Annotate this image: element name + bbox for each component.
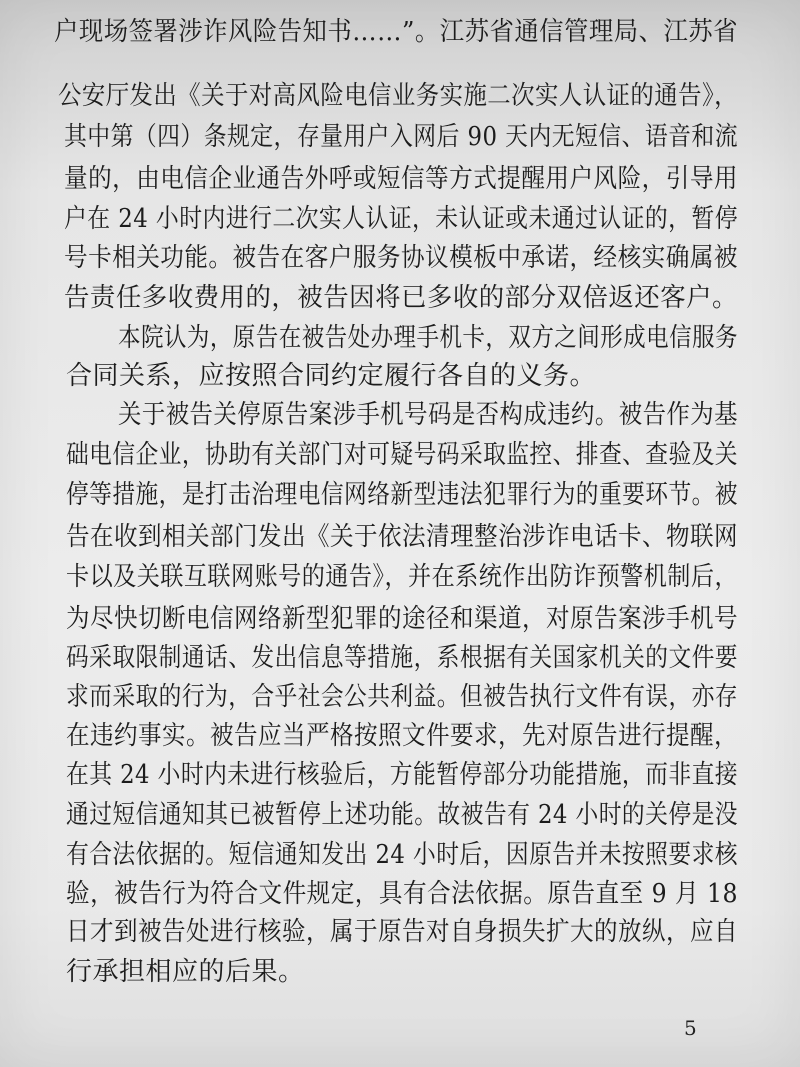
text-line: 关于被告关停原告案涉手机号码是否构成违约。被告作为基 bbox=[118, 400, 738, 430]
page-number: 5 bbox=[684, 1016, 697, 1040]
text-line: 在违约事实。被告应当严格按照文件要求，先对原告进行提醒， bbox=[66, 721, 738, 751]
text-line: 码采取限制通话、发出信息等措施，系根据有关国家机关的文件要 bbox=[66, 643, 738, 673]
text-line: 本院认为，原告在被告处办理手机卡，双方之间形成电信服务 bbox=[118, 323, 738, 353]
text-line: 卡以及关联互联网账号的通告》，并在系统作出防诈预警机制后， bbox=[66, 562, 739, 592]
text-line: 停等措施，是打击治理电信网络新型违法犯罪行为的重要环节。被 bbox=[66, 480, 738, 510]
text-line: 其中第（四）条规定，存量用户入网后 90 天内无短信、语音和流 bbox=[64, 122, 738, 152]
text-line: 求而采取的行为，合乎社会公共利益。但被告执行文件有误，亦存 bbox=[66, 682, 738, 712]
text-line: 告责任多收费用的，被告因将已多收的部分双倍返还客户。 bbox=[64, 283, 738, 313]
text-line: 为尽快切断电信网络新型犯罪的途径和渠道，对原告案涉手机号 bbox=[66, 604, 738, 634]
text-line: 验，被告行为符合文件规定，具有合法依据。原告直至 9 月 18 bbox=[66, 879, 738, 909]
text-line: 在其 24 小时内未进行核验后，方能暂停部分功能措施，而非直接 bbox=[66, 760, 739, 790]
text-line: 通过短信通知其已被暂停上述功能。故被告有 24 小时的关停是没 bbox=[66, 800, 739, 830]
text-line: 行承担相应的后果。 bbox=[66, 957, 305, 987]
text-line: 户现场签署涉诈风险告知书……”。江苏省通信管理局、江苏省 bbox=[54, 17, 739, 47]
text-line: 户在 24 小时内进行二次实人认证，未认证或未通过认证的，暂停 bbox=[64, 204, 738, 234]
text-line: 号卡相关功能。被告在客户服务协议模板中承诺，经核实确属被 bbox=[64, 243, 738, 273]
text-line: 合同关系，应按照合同约定履行各自的义务。 bbox=[66, 361, 597, 391]
text-line: 公安厅发出《关于对高风险电信业务实施二次实人认证的通告》， bbox=[58, 81, 738, 111]
text-line: 有合法依据的。短信通知发出 24 小时后，因原告并未按照要求核 bbox=[66, 840, 739, 870]
text-line: 量的，由电信企业通告外呼或短信等方式提醒用户风险，引导用 bbox=[64, 164, 738, 194]
text-line: 告在收到相关部门发出《关于依法清理整治涉诈电话卡、物联网 bbox=[66, 522, 738, 552]
text-line: 础电信企业，协助有关部门对可疑号码采取监控、排查、查验及关 bbox=[66, 440, 738, 470]
text-line: 日才到被告处进行核验，属于原告对自身损失扩大的放纵，应自 bbox=[66, 917, 738, 947]
